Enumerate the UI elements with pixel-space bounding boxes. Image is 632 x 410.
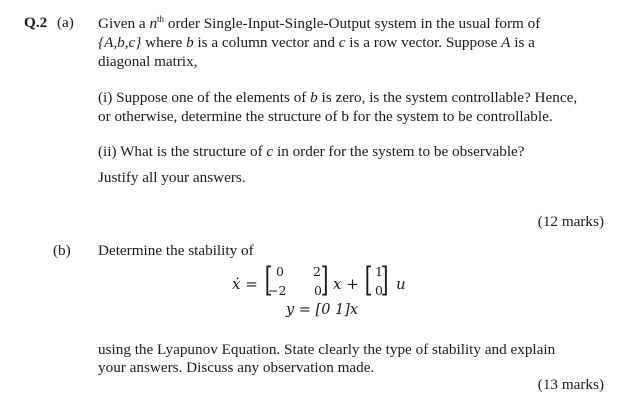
sub-ii-line-2: Justify all your answers. bbox=[98, 169, 246, 186]
eq1-x: x + bbox=[333, 275, 359, 293]
vector-left-bracket: [ bbox=[364, 260, 373, 300]
intro-set: {A,b,c} bbox=[98, 34, 142, 51]
sub-i-text: (i) Suppose one of the elements of bbox=[98, 89, 311, 106]
intro-text: is a bbox=[510, 34, 535, 51]
intro-c: c bbox=[338, 34, 346, 51]
matrix-right-bracket: ] bbox=[320, 260, 329, 300]
part-b-line-1: Determine the stability of bbox=[98, 242, 254, 259]
sub-ii-c: c bbox=[266, 143, 274, 160]
intro-line-1 bbox=[98, 14, 540, 33]
part-b-line-2: using the Lyapunov Equation. State clearly the type of stability and explain bbox=[98, 341, 556, 358]
intro-sup: th bbox=[157, 14, 165, 24]
intro-text: is a row vector. Suppose bbox=[345, 34, 502, 51]
output-equation: y = [0 1]x bbox=[286, 302, 359, 318]
sub-i-line-2: or otherwise, determine the structure of b for the system to be controllable. bbox=[98, 108, 553, 125]
matrix-a21: −2 bbox=[268, 283, 287, 298]
vector-right-bracket: ] bbox=[380, 260, 389, 300]
sub-i-text: is zero, is the system controllable? Hence, bbox=[317, 89, 578, 106]
eq1-u: u bbox=[396, 275, 406, 293]
matrix-a11: 0 bbox=[276, 264, 284, 279]
matrix-left-bracket: [ bbox=[264, 260, 273, 300]
intro-text: Given a bbox=[98, 15, 150, 33]
intro-text: is a column vector and bbox=[193, 34, 339, 51]
part-b-line-3: your answers. Discuss any observation made. bbox=[98, 359, 375, 376]
vector-b1: 1 bbox=[375, 264, 383, 279]
sub-i-b: b bbox=[310, 89, 318, 106]
vector-b2: 0 bbox=[375, 283, 383, 298]
matrix-a12: 2 bbox=[313, 264, 321, 279]
eq1-lhs: ẋ = bbox=[232, 275, 258, 293]
matrix-a22: 0 bbox=[314, 283, 322, 298]
marks-a: (12 marks) bbox=[537, 213, 604, 230]
question-number: Q.2 bbox=[24, 14, 48, 31]
intro-line-2 bbox=[98, 34, 535, 52]
sub-ii-text: in order for the system to be observable? bbox=[273, 143, 525, 160]
sub-ii-text: (ii) What is the structure of bbox=[98, 143, 267, 160]
intro-b: b bbox=[186, 34, 194, 51]
intro-line-3: diagonal matrix, bbox=[98, 53, 198, 70]
part-a-label: (a) bbox=[57, 14, 74, 31]
part-b-label: (b) bbox=[53, 242, 71, 259]
sub-ii-line-1 bbox=[98, 143, 525, 161]
intro-n: n bbox=[149, 15, 158, 33]
intro-A: A bbox=[501, 34, 511, 51]
intro-text: order Single-Input-Single-Output system in the usual form of bbox=[164, 15, 541, 33]
marks-b: (13 marks) bbox=[537, 376, 604, 393]
intro-text: where bbox=[141, 34, 187, 51]
sub-i-line-1 bbox=[98, 89, 577, 107]
